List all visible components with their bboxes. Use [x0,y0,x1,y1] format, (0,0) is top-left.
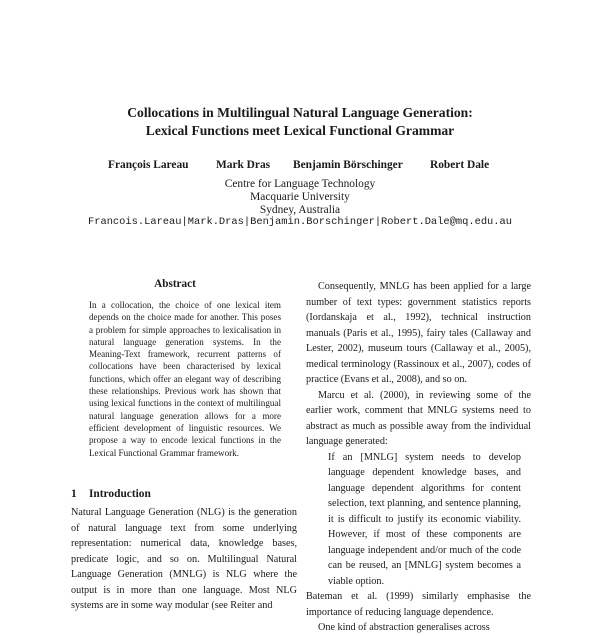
author-name: Benjamin Börschinger [293,159,403,171]
section-title: Introduction [89,488,151,500]
paragraph: One kind of abstraction generalises across [318,622,490,633]
right-column [306,279,531,636]
paragraph: Consequently, MNLG has been applied for a large number of text types: government statistics reports (Iordanskaja et al., 1992), technical instruction manuals (Paris et al., 1995), fairy tales (Callaway and Lester, 2002), museum tours (Callaway et al., 2005), medical terminology (Rassinoux et al., 2007), codes of practice (Evans et al., 2008), and so on. [306,281,531,385]
abstract-body: In a collocation, the choice of one lexical item depends on the choice made for another. This poses a problem for simple approaches to lexicalisation in natural language generation systems. In the Meaning-Text framework, recurrent patterns of collocations have been characterised by lexical functions, which offer an elegant way of describing these relationships. Previous work has shown that using lexical functions in the context of multilingual natural language generation allows for a more efficient development of linguistic resources. We propose a way to encode lexical functions in the Lexical Functional Grammar framework. [89,300,281,458]
author-name: Mark Dras [216,159,271,171]
affiliation-line: Sydney, Australia [259,204,341,216]
introduction-body: Natural Language Generation (NLG) is the generation of natural language text from some underlying representation: numerical data, knowledge bases, predicate logic, and so on. Multilingual Natural Language Generation (MNLG) is NLG where the output is in more than one language. Most NLG systems are in some way modular (see Reiter and [71,507,297,611]
section-number: 1 [71,488,77,500]
affiliation-line: Macquarie University [250,191,350,203]
block-quote: If an [MNLG] system needs to develop language dependent knowledge bases, and language dependent algorithms for content selection, text planning, and sentence planning, it is difficult to justify its economic viability. However, if most of these components are language independent and/or much of the code can be reused, an [MNLG] system becomes a viable option. [328,451,521,587]
paper-title-line-1: Collocations in Multilingual Natural Language Generation: [127,105,473,120]
abstract-heading: Abstract [154,278,196,290]
section-heading [71,488,151,500]
paragraph: Bateman et al. (1999) similarly emphasise the importance of reducing language dependence. [306,591,531,618]
affiliation-line: Centre for Language Technology [224,178,376,190]
author-name: François Lareau [108,159,189,171]
author-emails: Francois.Lareau|Mark.Dras|Benjamin.Borschinger|Robert.Dale@mq.edu.au [87,216,512,228]
author-name: Robert Dale [430,159,490,171]
paper-title-line-2: Lexical Functions meet Lexical Functional Grammar [145,123,455,138]
paragraph: Marcu et al. (2000), in reviewing some of the earlier work, comment that MNLG systems need to abstract as much as possible away from the individual language generated: [306,389,531,447]
